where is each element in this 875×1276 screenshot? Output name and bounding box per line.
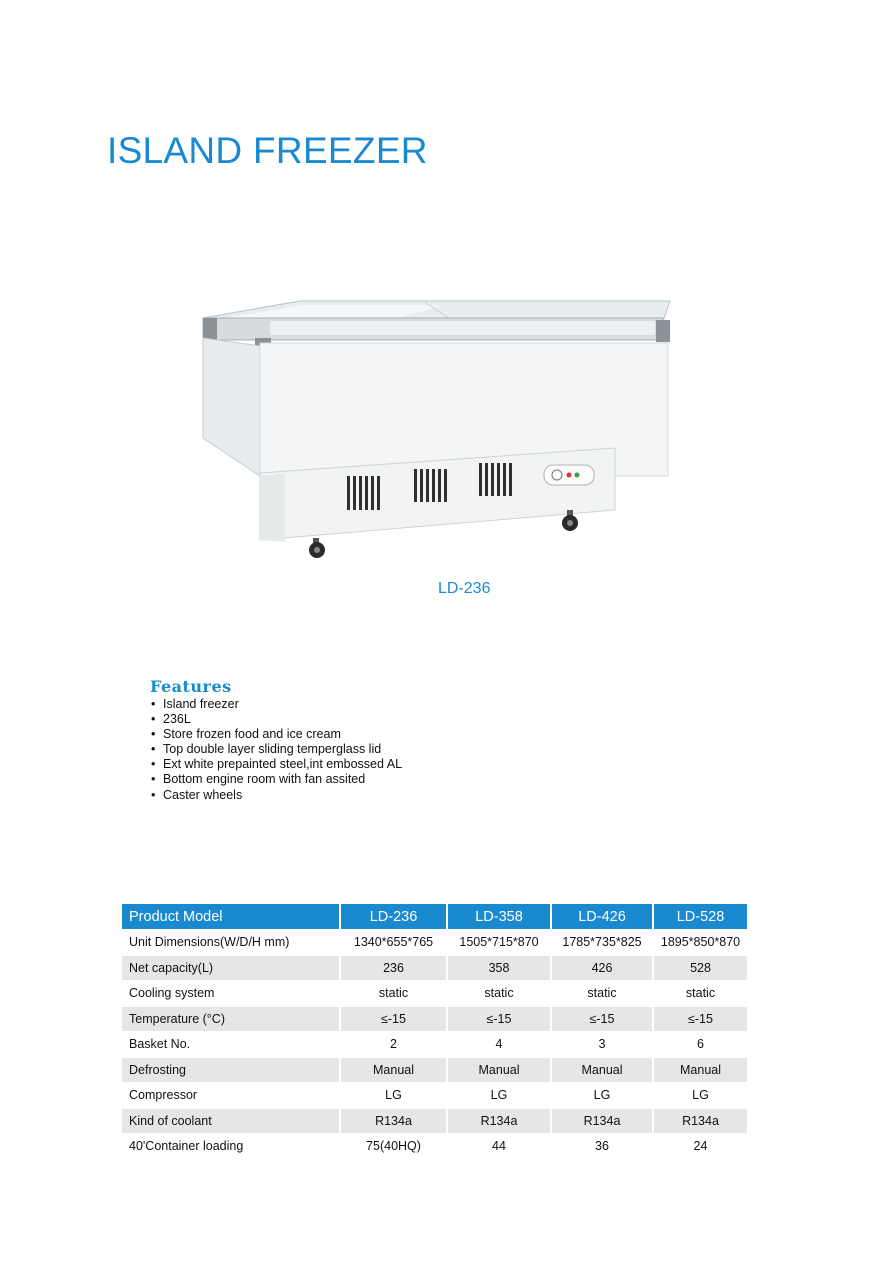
bullet-icon: • <box>151 772 156 787</box>
row-label: Temperature (°C) <box>122 1006 339 1032</box>
table-row <box>122 955 747 981</box>
product-image <box>195 288 680 563</box>
table-cell: LG <box>550 1082 652 1108</box>
table-cell: R134a <box>339 1108 446 1134</box>
bullet-icon: • <box>151 757 156 772</box>
table-header-cell: LD-426 <box>550 904 652 929</box>
bullet-icon: • <box>151 787 156 802</box>
table-cell: ≤-15 <box>652 1006 747 1032</box>
spec-table <box>122 904 747 1159</box>
features-heading: Features <box>150 677 232 696</box>
bullet-icon: • <box>151 727 156 742</box>
table-row <box>122 1133 747 1159</box>
list-item: • Top double layer sliding temperglass lid <box>151 742 382 757</box>
row-label: Net capacity(L) <box>122 955 339 981</box>
table-cell: LG <box>652 1082 747 1108</box>
bullet-icon: • <box>151 712 156 727</box>
product-caption: LD-236 <box>438 580 491 597</box>
row-label: Compressor <box>122 1082 339 1108</box>
table-cell: 1785*735*825 <box>550 929 652 955</box>
table-cell: static <box>339 980 446 1006</box>
table-header-cell: LD-358 <box>446 904 550 929</box>
table-cell: 75(40HQ) <box>339 1133 446 1159</box>
table-cell: 2 <box>339 1031 446 1057</box>
bullet-icon: • <box>151 697 156 711</box>
table-cell: 6 <box>652 1031 747 1057</box>
table-cell: Manual <box>550 1057 652 1083</box>
table-cell: 44 <box>446 1133 550 1159</box>
table-row <box>122 1031 747 1057</box>
table-header-cell: LD-236 <box>339 904 446 929</box>
table-header-cell: LD-528 <box>652 904 747 929</box>
table-cell: LG <box>446 1082 550 1108</box>
table-cell: Manual <box>446 1057 550 1083</box>
table-row <box>122 1108 747 1134</box>
table-header-row <box>122 904 747 929</box>
table-cell: ≤-15 <box>550 1006 652 1032</box>
table-cell: 36 <box>550 1133 652 1159</box>
row-label: 40'Container loading <box>122 1133 339 1159</box>
features-list <box>150 697 402 803</box>
table-cell: 358 <box>446 955 550 981</box>
table-cell: ≤-15 <box>339 1006 446 1032</box>
table-row <box>122 980 747 1006</box>
list-item: • Ext white prepainted steel,int embossed AL <box>151 757 403 772</box>
row-label: Unit Dimensions(W/D/H mm) <box>122 929 339 955</box>
table-row <box>122 1006 747 1032</box>
table-cell: R134a <box>652 1108 747 1134</box>
table-header-cell: Product Model <box>122 904 339 929</box>
table-cell: R134a <box>446 1108 550 1134</box>
table-cell: 24 <box>652 1133 747 1159</box>
table-row <box>122 929 747 955</box>
table-cell: LG <box>339 1082 446 1108</box>
table-cell: static <box>446 980 550 1006</box>
list-item: • Store frozen food and ice cream <box>151 727 341 742</box>
page-title: ISLAND FREEZER <box>107 130 428 171</box>
table-cell: ≤-15 <box>446 1006 550 1032</box>
table-cell: 426 <box>550 955 652 981</box>
table-row <box>122 1082 747 1108</box>
table-cell: static <box>550 980 652 1006</box>
table-cell: R134a <box>550 1108 652 1134</box>
table-cell: 3 <box>550 1031 652 1057</box>
table-cell: 236 <box>339 955 446 981</box>
table-cell: Manual <box>339 1057 446 1083</box>
table-cell: static <box>652 980 747 1006</box>
features-section <box>150 677 402 803</box>
bullet-icon: • <box>151 742 156 757</box>
table-cell: 1505*715*870 <box>446 929 550 955</box>
row-label: Kind of coolant <box>122 1108 339 1134</box>
row-label: Cooling system <box>122 980 339 1006</box>
list-item: • Caster wheels <box>151 787 243 802</box>
table-cell: 528 <box>652 955 747 981</box>
list-item: • 236L <box>151 712 191 727</box>
table-cell: 4 <box>446 1031 550 1057</box>
table-row <box>122 1057 747 1083</box>
table-cell: Manual <box>652 1057 747 1083</box>
list-item: • Bottom engine room with fan assited <box>151 772 366 787</box>
row-label: Basket No. <box>122 1031 339 1057</box>
table-cell: 1340*655*765 <box>339 929 446 955</box>
table-cell: 1895*850*870 <box>652 929 747 955</box>
row-label: Defrosting <box>122 1057 339 1083</box>
list-item: • Island freezer <box>151 697 239 711</box>
